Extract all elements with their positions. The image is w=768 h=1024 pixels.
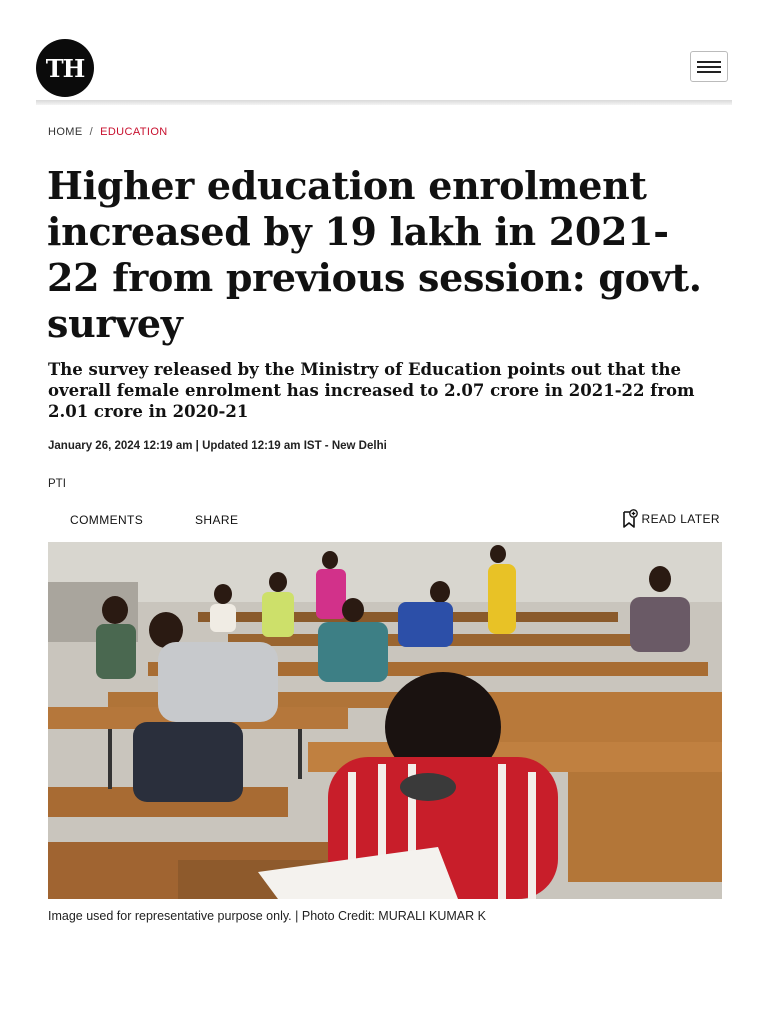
breadcrumb-home-link[interactable]: HOME [48, 126, 83, 138]
read-later-label: READ LATER [641, 512, 720, 526]
menu-bar [697, 61, 721, 63]
site-logo[interactable]: TH [36, 39, 94, 97]
share-button[interactable]: SHARE [195, 513, 239, 527]
exam-hall-photo [48, 542, 722, 899]
article-dateline: January 26, 2024 12:19 am | Updated 12:19 am IST - New Delhi [48, 440, 387, 452]
article-photo [48, 542, 722, 899]
site-header [36, 36, 732, 102]
bookmark-plus-icon [622, 509, 638, 529]
comments-button[interactable]: COMMENTS [70, 513, 144, 527]
article-subtitle: The survey released by the Ministry of Education points out that the overall female enrolment has increased to 2.07 crore in 2021-22 from 2.01 crore in 2020-21 [48, 360, 695, 421]
menu-bar [697, 66, 721, 68]
article-actions-bar [48, 505, 722, 535]
hamburger-menu-icon[interactable] [690, 51, 728, 82]
article-title: Higher education enrolment increased by 19 lakh in 2021-22 from previous session: govt. survey [47, 163, 702, 346]
breadcrumb [48, 126, 168, 138]
header-divider [36, 100, 732, 105]
photo-caption: Image used for representative purpose only. | Photo Credit: MURALI KUMAR K [48, 909, 486, 923]
breadcrumb-category-link[interactable]: EDUCATION [100, 126, 168, 138]
article-author[interactable]: PTI [48, 478, 66, 490]
breadcrumb-separator: / [89, 126, 94, 138]
menu-bar [697, 71, 721, 73]
read-later-button[interactable] [622, 509, 720, 529]
